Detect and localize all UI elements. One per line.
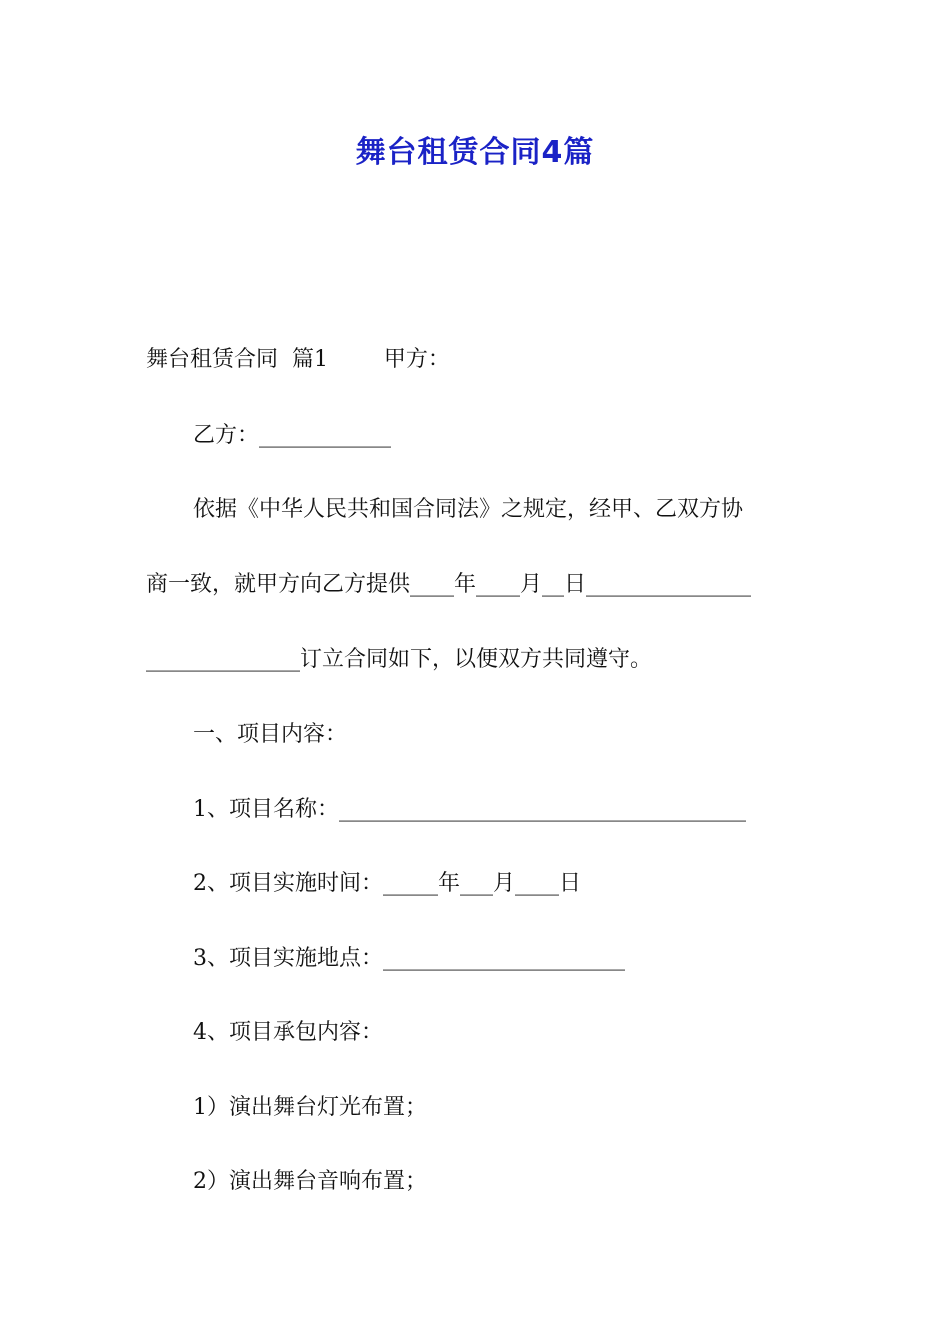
body-paragraph-line: ______________订立合同如下，以便双方共同遵守。 [146, 647, 653, 672]
body-paragraph-line: 依据《中华人民共和国合同法》之规定，经甲、乙双方协 [193, 497, 744, 522]
body-paragraph-line: 商一致，就甲方向乙方提供____年____月__日_______________ [146, 572, 752, 597]
document-title: 舞台租赁合同4篇 [355, 135, 595, 170]
party-b-line: 乙方：____________ [193, 423, 392, 448]
clause-heading: 一、项目内容： [193, 722, 348, 747]
clause-item: 2、项目实施时间：_____年___月____日 [193, 871, 581, 896]
sub-clause-item: 2）演出舞台音响布置； [193, 1169, 427, 1194]
sub-clause-item: 1）演出舞台灯光布置； [193, 1095, 427, 1120]
clause-item: 1、项目名称：_____________________________________ [193, 797, 746, 822]
clause-item: 3、项目实施地点：______________________ [193, 946, 625, 971]
clause-item: 4、项目承包内容： [193, 1020, 383, 1045]
section-heading-line: 舞台租赁合同 篇1 甲方： [146, 347, 450, 372]
